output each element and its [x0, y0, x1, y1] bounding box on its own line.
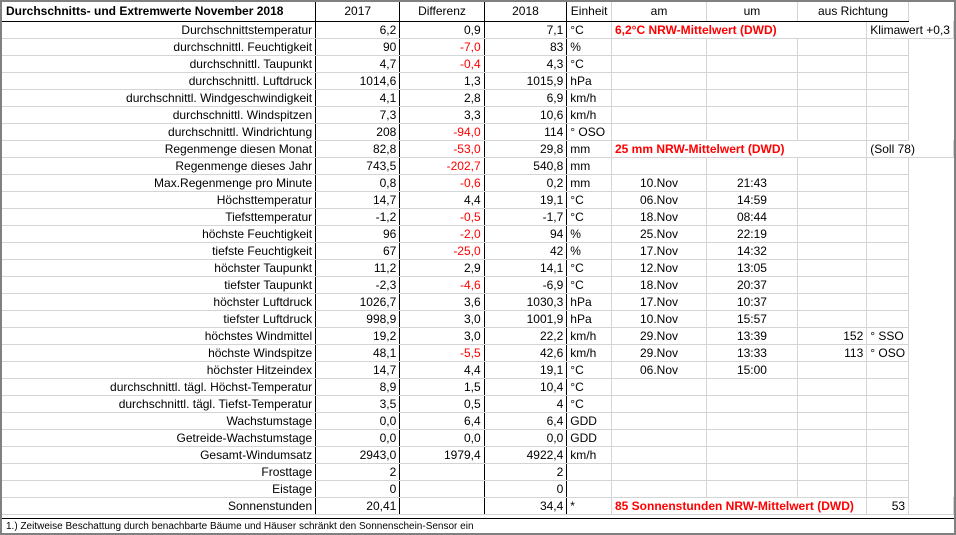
cell-2018[interactable]: 42,6 [484, 344, 567, 361]
table-row [2, 140, 954, 157]
cell-2017[interactable]: -1,2 [316, 208, 400, 225]
cell-2017[interactable]: 0,8 [316, 174, 400, 191]
header-time: um [707, 2, 798, 21]
row-label[interactable]: Frosttage [2, 463, 316, 480]
cell-2018[interactable]: 0,2 [484, 174, 567, 191]
cell-time[interactable] [707, 157, 798, 174]
header-direction: aus Richtung [797, 2, 908, 21]
cell-date[interactable] [612, 106, 707, 123]
cell-direction-degrees[interactable] [797, 174, 866, 191]
cell-unit[interactable]: °C [567, 361, 612, 378]
cell-direction-text[interactable] [867, 446, 909, 463]
cell-direction-text[interactable] [867, 225, 909, 242]
cell-unit[interactable]: hPa [567, 72, 612, 89]
table-row [2, 174, 954, 191]
header-difference: Differenz [400, 2, 484, 21]
cell-2017[interactable]: 90 [316, 38, 400, 55]
cell-difference[interactable]: 6,4 [400, 412, 484, 429]
cell-direction-degrees[interactable] [797, 412, 866, 429]
row-label[interactable]: Gesamt-Windumsatz [2, 446, 316, 463]
weather-stats-table [2, 2, 954, 515]
cell-time[interactable] [707, 395, 798, 412]
cell-date[interactable] [612, 157, 707, 174]
cell-difference[interactable]: -4,6 [400, 276, 484, 293]
row-label[interactable]: Regenmenge dieses Jahr [2, 157, 316, 174]
cell-difference[interactable]: 1,3 [400, 72, 484, 89]
cell-unit[interactable]: GDD [567, 429, 612, 446]
cell-2017[interactable]: 11,2 [316, 259, 400, 276]
cell-direction-text[interactable] [867, 395, 909, 412]
cell-direction-text[interactable] [867, 157, 909, 174]
cell-2018[interactable]: 540,8 [484, 157, 567, 174]
cell-direction-degrees[interactable] [797, 72, 866, 89]
cell-unit[interactable]: °C [567, 21, 612, 38]
cell-unit[interactable]: mm [567, 174, 612, 191]
cell-time[interactable] [707, 463, 798, 480]
cell-unit[interactable]: % [567, 38, 612, 55]
cell-direction-degrees[interactable] [797, 242, 866, 259]
cell-difference[interactable]: 4,4 [400, 361, 484, 378]
table-row [2, 38, 954, 55]
cell-2018[interactable]: -1,7 [484, 208, 567, 225]
cell-direction-degrees[interactable] [797, 480, 866, 497]
table-row [2, 89, 954, 106]
cell-2017[interactable]: 1014,6 [316, 72, 400, 89]
row-label[interactable]: Eistage [2, 480, 316, 497]
row-label[interactable]: höchster Luftdruck [2, 293, 316, 310]
table-row [2, 191, 954, 208]
cell-date[interactable] [612, 89, 707, 106]
cell-2017[interactable]: 3,5 [316, 395, 400, 412]
cell-time[interactable]: 13:39 [707, 327, 798, 344]
cell-direction-text[interactable] [867, 463, 909, 480]
row-label[interactable]: Regenmenge diesen Monat [2, 140, 316, 157]
cell-unit[interactable]: km/h [567, 327, 612, 344]
table-row [2, 225, 954, 242]
cell-direction-text[interactable]: ° SSO [867, 327, 909, 344]
cell-difference[interactable]: -25,0 [400, 242, 484, 259]
cell-direction-text[interactable] [867, 293, 909, 310]
cell-difference[interactable]: 3,0 [400, 310, 484, 327]
row-label[interactable]: höchste Windspitze [2, 344, 316, 361]
table-row [2, 55, 954, 72]
cell-date[interactable] [612, 72, 707, 89]
cell-difference[interactable]: -5,5 [400, 344, 484, 361]
cell-unit[interactable] [567, 463, 612, 480]
cell-direction-text[interactable] [867, 480, 909, 497]
cell-date[interactable]: 17.Nov [612, 242, 707, 259]
cell-2018[interactable]: 94 [484, 225, 567, 242]
cell-difference[interactable]: -0,6 [400, 174, 484, 191]
cell-unit[interactable]: °C [567, 395, 612, 412]
cell-date[interactable]: 29.Nov [612, 344, 707, 361]
cell-date[interactable]: 18.Nov [612, 208, 707, 225]
cell-unit[interactable]: % [567, 242, 612, 259]
cell-date[interactable] [612, 429, 707, 446]
table-row [2, 276, 954, 293]
cell-direction-text[interactable] [867, 361, 909, 378]
cell-difference[interactable] [400, 463, 484, 480]
row-label[interactable]: durchschnittl. Luftdruck [2, 72, 316, 89]
cell-2018[interactable]: 34,4 [484, 497, 567, 514]
header-2018: 2018 [484, 2, 567, 21]
cell-2017[interactable]: 4,1 [316, 89, 400, 106]
cell-direction-text[interactable] [867, 191, 909, 208]
cell-2017[interactable]: 48,1 [316, 344, 400, 361]
cell-direction-degrees[interactable] [797, 191, 866, 208]
cell-unit[interactable]: °C [567, 208, 612, 225]
cell-direction-text[interactable]: ° OSO [867, 344, 909, 361]
cell-direction-text[interactable] [867, 55, 909, 72]
cell-unit[interactable]: hPa [567, 310, 612, 327]
cell-date[interactable]: 29.Nov [612, 327, 707, 344]
cell-time[interactable]: 15:00 [707, 361, 798, 378]
cell-time[interactable]: 21:43 [707, 174, 798, 191]
table-row [2, 412, 954, 429]
cell-unit[interactable]: mm [567, 157, 612, 174]
cell-2017[interactable]: 82,8 [316, 140, 400, 157]
cell-2018[interactable]: 2 [484, 463, 567, 480]
cell-2017[interactable]: 7,3 [316, 106, 400, 123]
row-label[interactable]: durchschnittl. Windgeschwindigkeit [2, 89, 316, 106]
cell-time[interactable]: 13:05 [707, 259, 798, 276]
climate-note[interactable]: Klimawert +0,3 [867, 21, 954, 38]
cell-date[interactable]: 10.Nov [612, 174, 707, 191]
row-label[interactable]: durchschnittl. Windrichtung [2, 123, 316, 140]
cell-difference[interactable]: 1,5 [400, 378, 484, 395]
cell-direction-degrees[interactable]: 53 [867, 497, 909, 514]
table-row [2, 497, 954, 514]
row-label[interactable]: tiefste Feuchtigkeit [2, 242, 316, 259]
cell-direction-text[interactable] [867, 208, 909, 225]
row-label[interactable]: durchschnittl. tägl. Tiefst-Temperatur [2, 395, 316, 412]
cell-unit[interactable]: °C [567, 191, 612, 208]
cell-2018[interactable]: 83 [484, 38, 567, 55]
cell-2018[interactable]: 10,6 [484, 106, 567, 123]
cell-direction-text[interactable] [867, 276, 909, 293]
cell-unit[interactable]: % [567, 225, 612, 242]
cell-unit[interactable]: km/h [567, 106, 612, 123]
dwd-note[interactable]: 6,2°C NRW-Mittelwert (DWD) [612, 21, 867, 38]
table-row [2, 395, 954, 412]
cell-difference[interactable] [400, 497, 484, 514]
cell-date[interactable]: 18.Nov [612, 276, 707, 293]
cell-time[interactable]: 08:44 [707, 208, 798, 225]
cell-difference[interactable]: 3,6 [400, 293, 484, 310]
cell-2017[interactable]: 14,7 [316, 191, 400, 208]
table-row [2, 344, 954, 361]
cell-time[interactable] [707, 89, 798, 106]
cell-direction-text[interactable] [867, 174, 909, 191]
cell-direction-degrees[interactable] [797, 276, 866, 293]
cell-direction-degrees[interactable] [797, 89, 866, 106]
table-row [2, 463, 954, 480]
cell-direction-text[interactable] [867, 310, 909, 327]
cell-date[interactable] [612, 395, 707, 412]
cell-direction-degrees[interactable] [797, 395, 866, 412]
cell-unit[interactable]: ° OSO [567, 123, 612, 140]
cell-2018[interactable]: 19,1 [484, 191, 567, 208]
header-date: am [612, 2, 707, 21]
cell-2018[interactable]: 6,9 [484, 89, 567, 106]
header-row [2, 2, 954, 21]
cell-difference[interactable]: 2,9 [400, 259, 484, 276]
cell-direction-text[interactable] [867, 412, 909, 429]
row-label[interactable]: tiefster Taupunkt [2, 276, 316, 293]
cell-difference[interactable]: -2,0 [400, 225, 484, 242]
cell-2018[interactable]: 1030,3 [484, 293, 567, 310]
table-row [2, 480, 954, 497]
cell-time[interactable]: 14:59 [707, 191, 798, 208]
cell-direction-degrees[interactable] [797, 55, 866, 72]
cell-unit[interactable]: °C [567, 378, 612, 395]
cell-2017[interactable]: 19,2 [316, 327, 400, 344]
row-label[interactable]: durchschnittl. tägl. Höchst-Temperatur [2, 378, 316, 395]
cell-unit[interactable]: GDD [567, 412, 612, 429]
cell-direction-text[interactable] [909, 497, 954, 514]
cell-direction-text[interactable] [867, 429, 909, 446]
cell-difference[interactable]: -53,0 [400, 140, 484, 157]
cell-direction-text[interactable] [867, 259, 909, 276]
row-label[interactable]: höchster Hitzeindex [2, 361, 316, 378]
cell-2018[interactable]: 6,4 [484, 412, 567, 429]
cell-difference[interactable] [400, 480, 484, 497]
cell-difference[interactable]: -7,0 [400, 38, 484, 55]
cell-difference[interactable]: -202,7 [400, 157, 484, 174]
cell-time[interactable] [707, 106, 798, 123]
cell-direction-degrees[interactable] [797, 259, 866, 276]
row-label[interactable]: Höchsttemperatur [2, 191, 316, 208]
cell-direction-text[interactable] [867, 242, 909, 259]
row-label[interactable]: Wachstumstage [2, 412, 316, 429]
cell-difference[interactable]: -0,5 [400, 208, 484, 225]
cell-direction-text[interactable] [867, 378, 909, 395]
table-row [2, 72, 954, 89]
table-row [2, 157, 954, 174]
row-label[interactable]: Durchschnittstemperatur [2, 21, 316, 38]
cell-time[interactable]: 14:32 [707, 242, 798, 259]
cell-2017[interactable]: 0,0 [316, 412, 400, 429]
cell-unit[interactable] [567, 480, 612, 497]
cell-time[interactable]: 10:37 [707, 293, 798, 310]
cell-direction-text[interactable] [867, 123, 909, 140]
cell-2018[interactable]: 0,0 [484, 429, 567, 446]
cell-date[interactable] [612, 463, 707, 480]
row-label[interactable]: höchstes Windmittel [2, 327, 316, 344]
cell-direction-degrees[interactable] [797, 157, 866, 174]
cell-date[interactable]: 06.Nov [612, 191, 707, 208]
cell-direction-text[interactable] [867, 72, 909, 89]
cell-direction-degrees[interactable] [797, 208, 866, 225]
cell-unit[interactable]: km/h [567, 446, 612, 463]
cell-date[interactable]: 25.Nov [612, 225, 707, 242]
cell-direction-degrees[interactable] [797, 463, 866, 480]
cell-2018[interactable]: 10,4 [484, 378, 567, 395]
cell-direction-degrees[interactable] [797, 225, 866, 242]
cell-time[interactable]: 22:19 [707, 225, 798, 242]
table-row [2, 208, 954, 225]
row-label[interactable]: durchschnittl. Feuchtigkeit [2, 38, 316, 55]
cell-2018[interactable]: 114 [484, 123, 567, 140]
cell-time[interactable] [707, 412, 798, 429]
cell-direction-degrees[interactable] [797, 446, 866, 463]
table-row [2, 310, 954, 327]
climate-note[interactable]: (Soll 78) [867, 140, 954, 157]
cell-2017[interactable]: 0 [316, 480, 400, 497]
cell-direction-degrees[interactable] [797, 106, 866, 123]
cell-unit[interactable]: mm [567, 140, 612, 157]
cell-difference[interactable]: -94,0 [400, 123, 484, 140]
cell-date[interactable]: 06.Nov [612, 361, 707, 378]
cell-difference[interactable]: 0,0 [400, 429, 484, 446]
cell-2018[interactable]: 42 [484, 242, 567, 259]
cell-time[interactable] [707, 429, 798, 446]
cell-direction-text[interactable] [867, 89, 909, 106]
cell-date[interactable] [612, 412, 707, 429]
row-label[interactable]: durchschnittl. Windspitzen [2, 106, 316, 123]
cell-2017[interactable]: -2,3 [316, 276, 400, 293]
cell-difference[interactable]: 0,9 [400, 21, 484, 38]
header-unit: Einheit [567, 2, 612, 21]
cell-2018[interactable]: 19,1 [484, 361, 567, 378]
cell-difference[interactable]: 3,3 [400, 106, 484, 123]
cell-date[interactable] [612, 446, 707, 463]
table-row [2, 293, 954, 310]
table-row [2, 378, 954, 395]
table-row [2, 259, 954, 276]
cell-2018[interactable]: 22,2 [484, 327, 567, 344]
table-row [2, 327, 954, 344]
cell-difference[interactable]: -0,4 [400, 55, 484, 72]
cell-2018[interactable]: 14,1 [484, 259, 567, 276]
cell-difference[interactable]: 1979,4 [400, 446, 484, 463]
cell-2018[interactable]: -6,9 [484, 276, 567, 293]
table-row [2, 123, 954, 140]
cell-time[interactable] [707, 480, 798, 497]
cell-2017[interactable]: 14,7 [316, 361, 400, 378]
table-row [2, 106, 954, 123]
cell-2017[interactable]: 8,9 [316, 378, 400, 395]
cell-2017[interactable]: 998,9 [316, 310, 400, 327]
cell-time[interactable] [707, 72, 798, 89]
cell-2017[interactable]: 67 [316, 242, 400, 259]
cell-unit[interactable]: km/h [567, 344, 612, 361]
cell-2017[interactable]: 6,2 [316, 21, 400, 38]
cell-date[interactable]: 17.Nov [612, 293, 707, 310]
cell-2017[interactable]: 2 [316, 463, 400, 480]
cell-unit[interactable]: °C [567, 276, 612, 293]
cell-time[interactable]: 20:37 [707, 276, 798, 293]
cell-difference[interactable]: 4,4 [400, 191, 484, 208]
cell-date[interactable]: 12.Nov [612, 259, 707, 276]
table-row [2, 361, 954, 378]
cell-date[interactable] [612, 480, 707, 497]
table-row [2, 446, 954, 463]
cell-direction-degrees[interactable] [797, 429, 866, 446]
cell-direction-text[interactable] [867, 38, 909, 55]
cell-unit[interactable]: °C [567, 259, 612, 276]
cell-direction-degrees[interactable]: 113 [797, 344, 866, 361]
row-label[interactable]: höchster Taupunkt [2, 259, 316, 276]
cell-2017[interactable]: 0,0 [316, 429, 400, 446]
cell-2018[interactable]: 1015,9 [484, 72, 567, 89]
cell-2018[interactable]: 1001,9 [484, 310, 567, 327]
cell-date[interactable] [612, 38, 707, 55]
cell-time[interactable]: 13:33 [707, 344, 798, 361]
table-row [2, 242, 954, 259]
cell-2017[interactable]: 2943,0 [316, 446, 400, 463]
cell-2018[interactable]: 7,1 [484, 21, 567, 38]
cell-2017[interactable]: 4,7 [316, 55, 400, 72]
row-label[interactable]: höchste Feuchtigkeit [2, 225, 316, 242]
cell-2017[interactable]: 208 [316, 123, 400, 140]
header-2017: 2017 [316, 2, 400, 21]
cell-date[interactable] [612, 378, 707, 395]
dwd-note[interactable]: 25 mm NRW-Mittelwert (DWD) [612, 140, 867, 157]
cell-direction-text[interactable] [867, 106, 909, 123]
cell-unit[interactable]: * [567, 497, 612, 514]
cell-2018[interactable]: 4 [484, 395, 567, 412]
table-row [2, 429, 954, 446]
cell-date[interactable]: 10.Nov [612, 310, 707, 327]
row-label[interactable]: durchschnittl. Taupunkt [2, 55, 316, 72]
cell-difference[interactable]: 2,8 [400, 89, 484, 106]
cell-2017[interactable]: 1026,7 [316, 293, 400, 310]
cell-unit[interactable]: km/h [567, 89, 612, 106]
row-label[interactable]: Sonnenstunden [2, 497, 316, 514]
cell-difference[interactable]: 0,5 [400, 395, 484, 412]
cell-direction-degrees[interactable] [797, 123, 866, 140]
cell-time[interactable] [707, 38, 798, 55]
cell-2018[interactable]: 29,8 [484, 140, 567, 157]
cell-unit[interactable]: °C [567, 55, 612, 72]
cell-direction-degrees[interactable]: 152 [797, 327, 866, 344]
cell-2018[interactable]: 4,3 [484, 55, 567, 72]
cell-2017[interactable]: 96 [316, 225, 400, 242]
footnote: 1.) Zeitweise Beschattung durch benachbarte Bäume und Häuser schränkt den Sonnenschein-Sensor ein [2, 518, 954, 535]
cell-2018[interactable]: 0 [484, 480, 567, 497]
cell-2018[interactable]: 4922,4 [484, 446, 567, 463]
cell-time[interactable] [707, 446, 798, 463]
cell-direction-degrees[interactable] [797, 378, 866, 395]
cell-time[interactable] [707, 55, 798, 72]
cell-difference[interactable]: 3,0 [400, 327, 484, 344]
cell-time[interactable]: 15:57 [707, 310, 798, 327]
cell-time[interactable] [707, 378, 798, 395]
row-label[interactable]: Tiefsttemperatur [2, 208, 316, 225]
table-row [2, 21, 954, 38]
cell-date[interactable] [612, 123, 707, 140]
cell-time[interactable] [707, 123, 798, 140]
cell-direction-degrees[interactable] [797, 310, 866, 327]
row-label[interactable]: tiefster Luftdruck [2, 310, 316, 327]
cell-2017[interactable]: 20,41 [316, 497, 400, 514]
cell-direction-degrees[interactable] [797, 293, 866, 310]
cell-2017[interactable]: 743,5 [316, 157, 400, 174]
cell-direction-degrees[interactable] [797, 38, 866, 55]
row-label[interactable]: Max.Regenmenge pro Minute [2, 174, 316, 191]
row-label[interactable]: Getreide-Wachstumstage [2, 429, 316, 446]
cell-date[interactable] [612, 55, 707, 72]
dwd-note[interactable]: 85 Sonnenstunden NRW-Mittelwert (DWD) [612, 497, 867, 514]
cell-direction-degrees[interactable] [797, 361, 866, 378]
cell-unit[interactable]: hPa [567, 293, 612, 310]
table-title: Durchschnitts- und Extremwerte November 2018 [2, 2, 316, 21]
